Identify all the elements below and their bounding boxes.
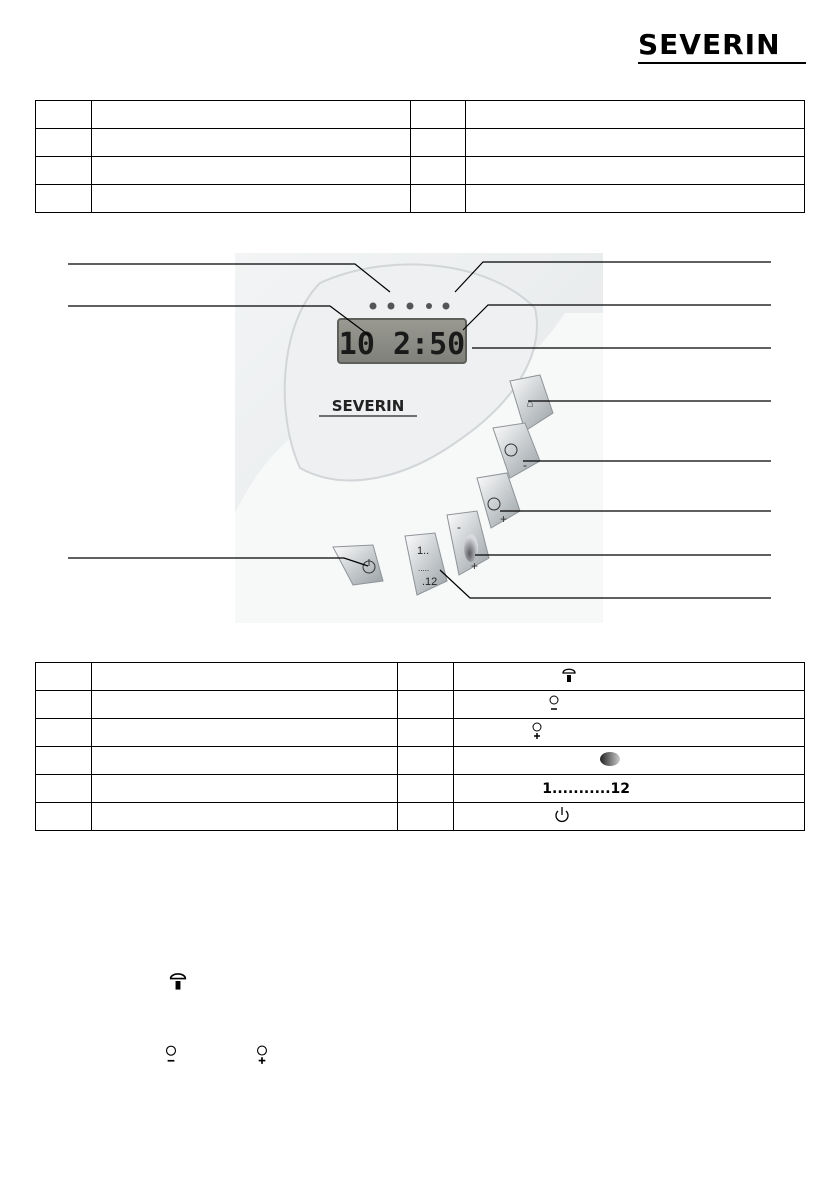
program-dots-label: ..... — [418, 564, 430, 573]
bread-rise-icon — [168, 970, 188, 997]
table-row — [36, 719, 805, 747]
power-icon — [554, 806, 570, 827]
program-bottom-label: .12 — [422, 576, 438, 588]
browning-plus-label: + — [471, 559, 479, 573]
device-brand-logo: SEVERIN — [331, 397, 405, 415]
table-row — [36, 803, 805, 831]
controls-table-2 — [35, 662, 805, 831]
timer-plus-icon — [532, 722, 542, 743]
timer-minus-icon — [165, 1045, 177, 1068]
brand-name: SEVERIN — [638, 28, 781, 61]
browning-minus-label: - — [457, 520, 461, 534]
program-top-label: 1.. — [417, 545, 430, 557]
timer-minus-icon — [549, 695, 559, 714]
table-row — [36, 775, 805, 803]
timer-plus-label: + — [500, 512, 508, 526]
table-row — [36, 747, 805, 775]
svg-text:⌂: ⌂ — [526, 398, 534, 410]
lcd-digits: 10 2:50 — [338, 327, 466, 362]
program-sequence-label: 1...........12 — [542, 780, 631, 797]
table-row — [36, 691, 805, 719]
table-row — [36, 663, 805, 691]
timer-minus-label: - — [523, 458, 527, 472]
timer-plus-icon — [256, 1045, 268, 1070]
bread-rise-icon — [561, 666, 577, 687]
browning-dot-icon — [599, 751, 621, 770]
